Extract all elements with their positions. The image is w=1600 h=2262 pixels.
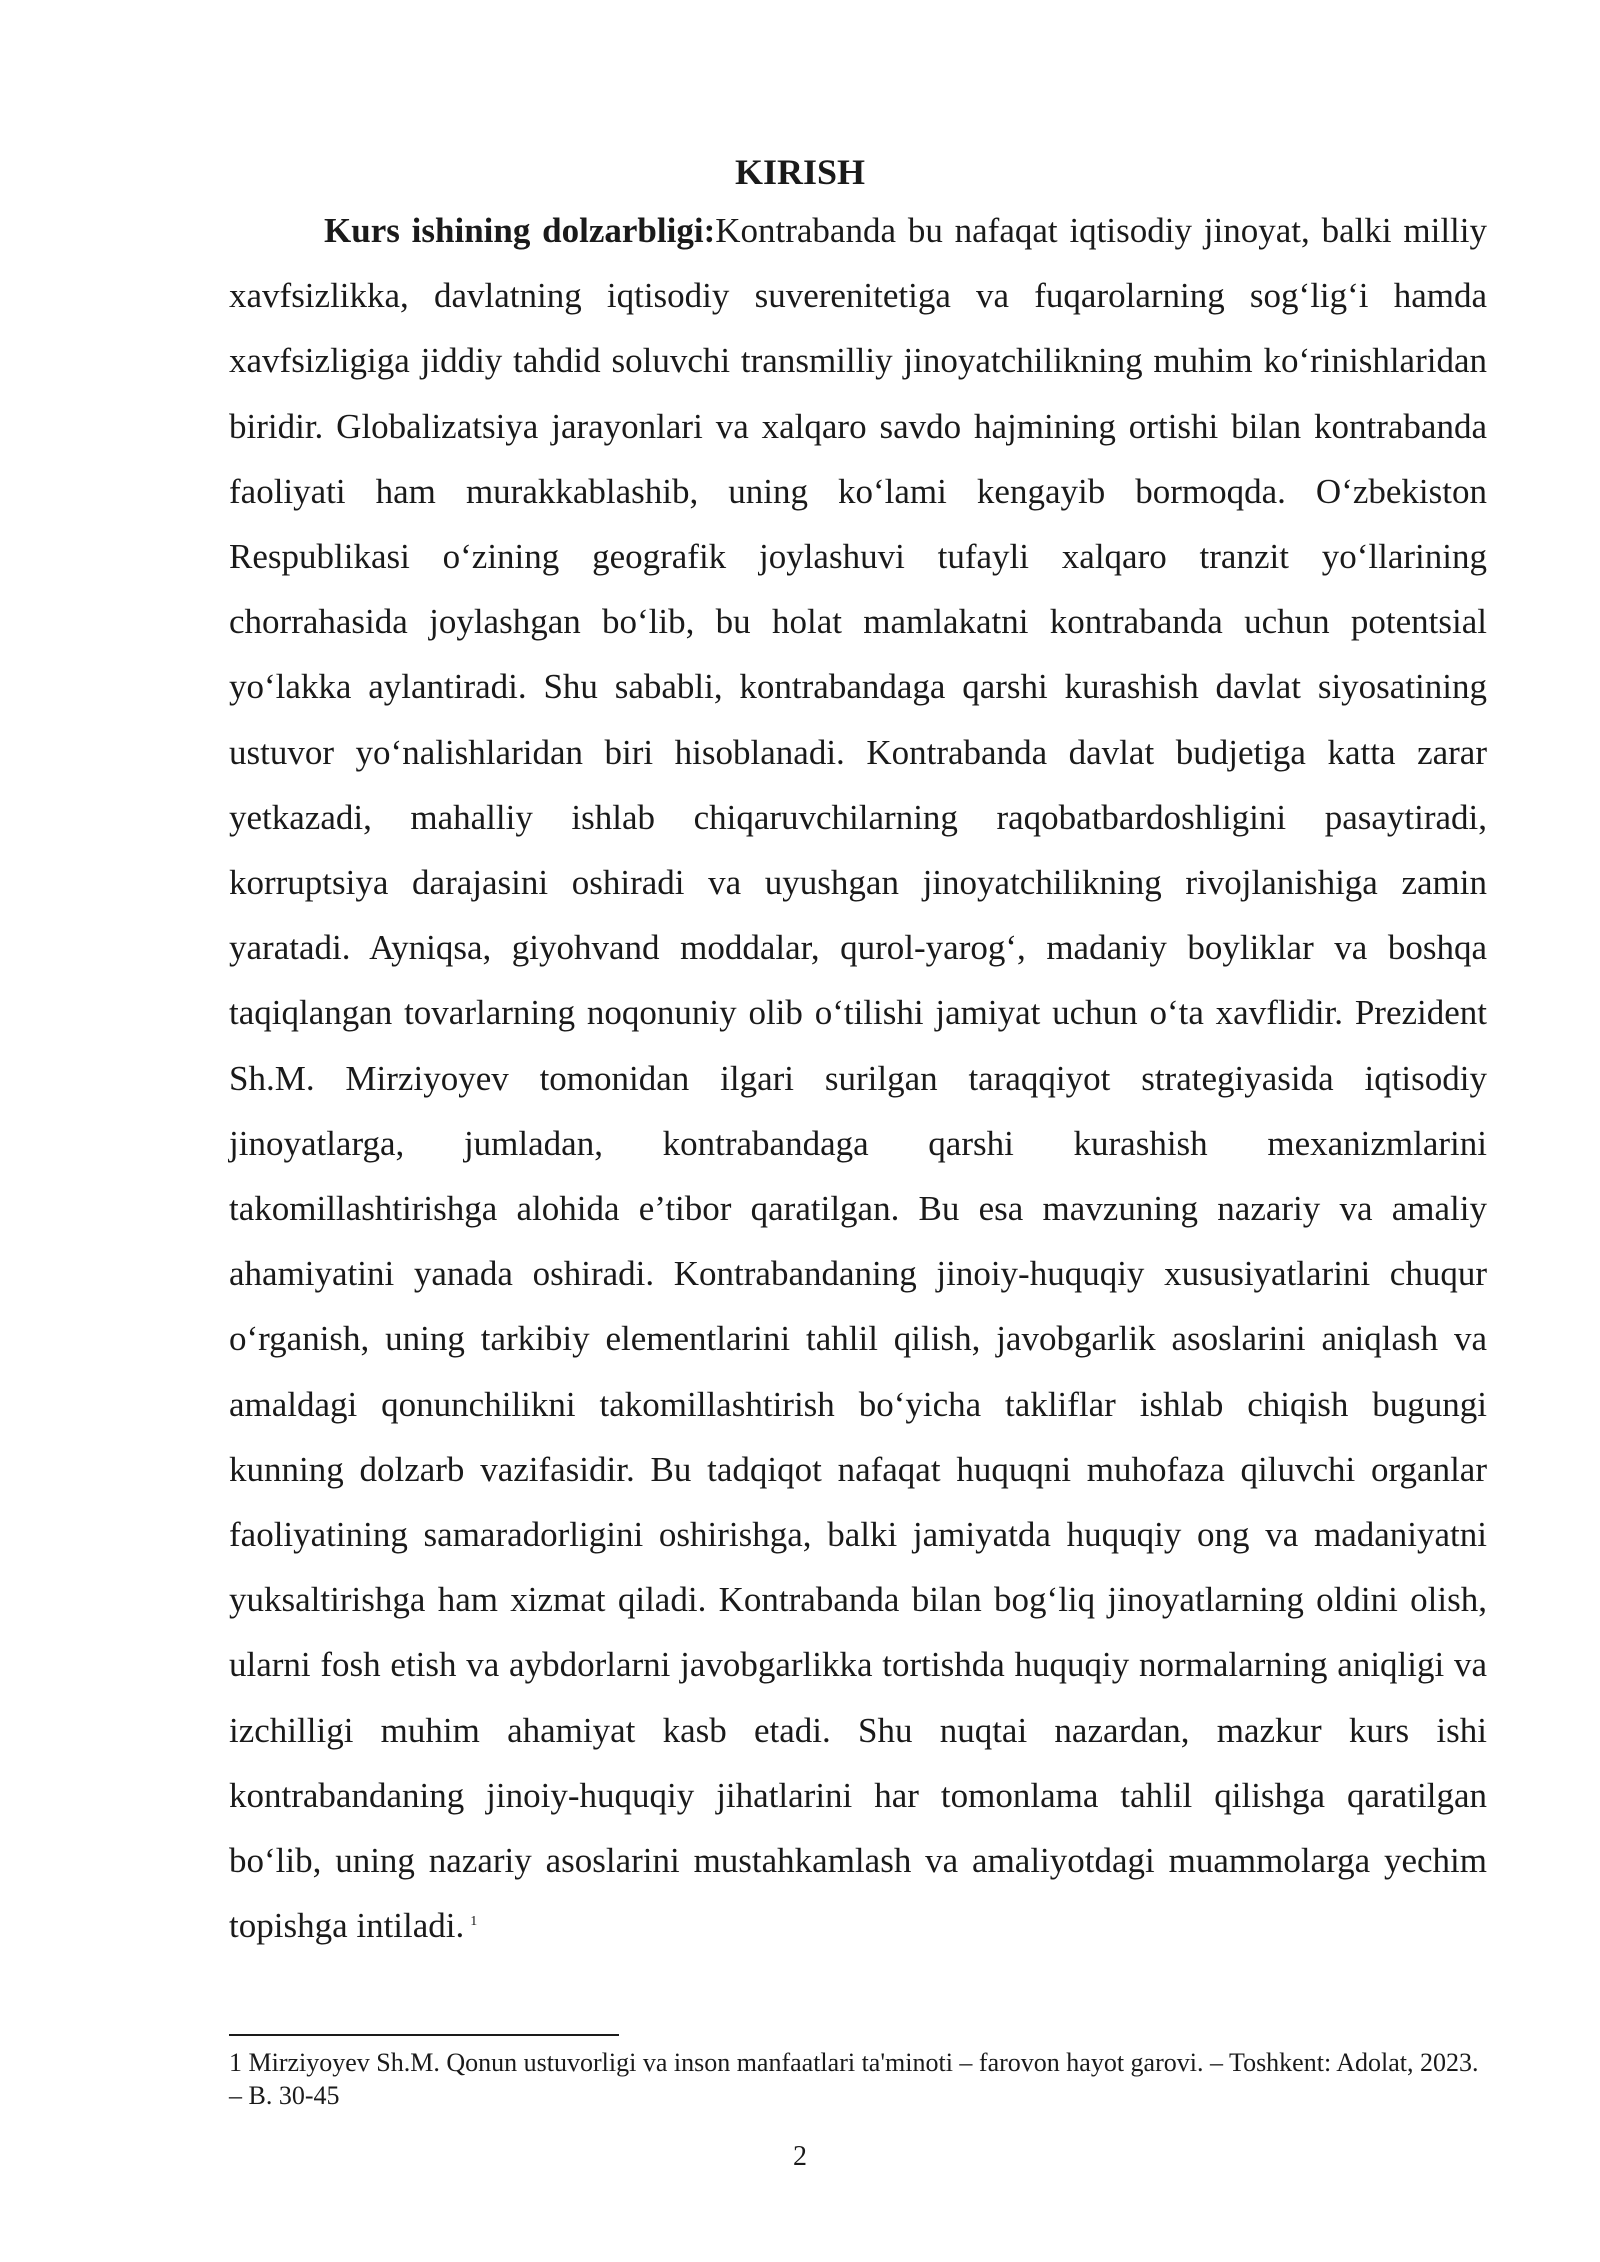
body-text: Kontrabanda bu nafaqat iqtisodiy jinoyat, balki milliy xavfsizlikka, davlatning iqtisodiy suverenitetiga va fuqarolarning sog‘lig‘i hamda xavfsizligiga jiddiy tahdid soluvchi transmilliy jinoyatchilikning muhim ko‘rinishlaridan biridir. Globalizatsiya jarayonlari va xalqaro savdo hajmining ortishi bilan kontrabanda faoliyati ham murakkablashib, uning ko‘lami kengayib bormoqda. O‘zbekiston Respublikasi o‘zining geografik joylashuvi tufayli xalqaro tranzit yo‘llarining chorrahasida joylashgan bo‘lib, bu holat mamlakatni kontrabanda uchun potentsial yo‘lakka aylantiradi. Shu sababli, kontrabandaga qarshi kurashish davlat siyosatining ustuvor yo‘nalishlaridan biri hisoblanadi. Kontrabanda davlat budjetiga katta zarar yetkazadi, mahalliy ishlab chiqaruvchilarning raqobatbardoshligini pasaytiradi, korruptsiya darajasini oshiradi va uyushgan jinoyatchilikning rivojlanishiga zamin yaratadi. Ayniqsa, giyohvand moddalar, qurol-yarog‘, madaniy boyliklar va boshqa taqiqlangan tovarlarning noqonuniy olib o‘tilishi jamiyat uchun o‘ta xavflidir. Prezident Sh.M. Mirziyoyev tomonidan ilgari surilgan taraqqiyot strategiyasida iqtisodiy jinoyatlarga, jumladan, kontrabandaga qarshi kurashish mexanizmlarini takomillashtirishga alohida e’tibor qaratilgan. Bu esa mavzuning nazariy va amaliy ahamiyatini yanada oshiradi. Kontrabandaning jinoiy-huquqiy xususiyatlarini chuqur o‘rganish, uning tarkibiy elementlarini tahlil qilish, javobgarlik asoslarini aniqlash va amaldagi qonunchilikni takomillashtirish bo‘yicha takliflar ishlab chiqish bugungi kunning dolzarb vazifasidir. Bu tadqiqot nafaqat huquqni muhofaza qiluvchi organlar faoliyatining samaradorligini oshirishga, balki jamiyatda huquqiy ong va madaniyatni yuksaltirishga ham xizmat qiladi. Kontrabanda bilan bog‘liq jinoyatlarning oldini olish, ularni fosh etish va aybdorlarni javobgarlikka tortishda huquqiy normalarning aniqligi va izchilligi muhim ahamiyat kasb etadi. Shu nuqtai nazardan, mazkur kurs ishi kontrabandaning jinoiy-huquqiy jihatlarini har tomonlama tahlil qilishga qaratilgan bo‘lib, uning nazariy asoslarini mustahkamlash va amaliyotdagi muammolarga yechim topishga intiladi.: [229, 211, 1487, 1946]
body-paragraph: [229, 198, 1487, 1958]
footnote-text: 1 Mirziyoyev Sh.M. Qonun ustuvorligi va inson manfaatlari ta'minoti – farovon hayot garovi. – Toshkent: Adolat, 2023. – B. 30-45: [229, 2048, 1479, 2110]
footnote-separator: [229, 2034, 619, 2036]
page-title: KIRISH: [734, 152, 866, 192]
page-number: 2: [793, 2141, 807, 2172]
footnote-reference[interactable]: 1: [470, 1913, 478, 1929]
lead-label: Kurs ishining dolzarbligi:: [324, 211, 716, 250]
